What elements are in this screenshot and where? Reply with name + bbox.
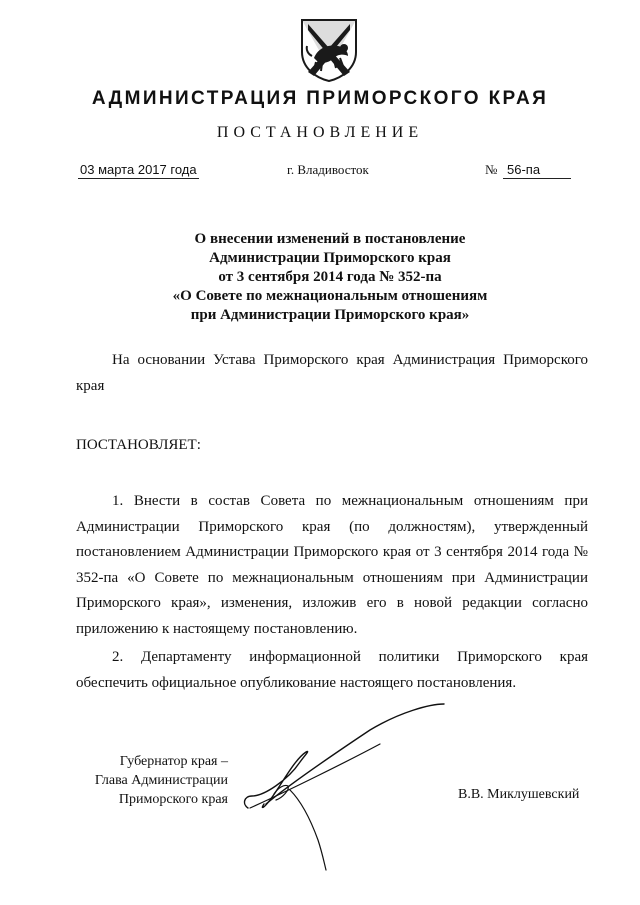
document-title	[100, 230, 560, 325]
item-2-paragraph	[76, 645, 588, 696]
item-1-text: 1. Внести в состав Совета по межнациональным отношениям при Администрации Приморского края (по должностям), утвержденный постановлением Администрации Приморского края от 3 сентября 2014 года № 352-па «О Совете по межнациональным отношениям при Администрации Приморского края», изменения, изложив его в новой редакции согласно приложению к настоящему постановлению.	[76, 493, 588, 637]
document-type: ПОСТАНОВЛЕНИЕ	[216, 124, 424, 141]
preamble-paragraph	[76, 348, 588, 399]
handwritten-signature	[230, 700, 460, 875]
document-date: 03 марта 2017 года	[80, 162, 197, 177]
signer-name: В.В. Миклушевский	[458, 787, 580, 802]
signer-position-line: Губернатор края –	[119, 754, 228, 769]
document-city: г. Владивосток	[287, 162, 369, 177]
signer-position	[70, 752, 228, 809]
preamble-text: На основании Устава Приморского края Администрация Приморского края	[76, 352, 588, 394]
title-line: О внесении изменений в постановление	[194, 231, 466, 247]
decree-word: ПОСТАНОВЛЯЕТ:	[76, 437, 201, 453]
item-1-paragraph	[76, 489, 588, 642]
signer-position-line: Приморского края	[118, 792, 228, 807]
signer-position-line: Глава Администрации	[94, 773, 228, 788]
document-number: 56-па	[503, 162, 571, 179]
title-line: от 3 сентября 2014 года № 352-па	[218, 269, 442, 285]
organization-name: АДМИНИСТРАЦИЯ ПРИМОРСКОГО КРАЯ	[91, 88, 549, 109]
title-line: при Администрации Приморского края»	[190, 307, 470, 323]
item-2-text: 2. Департаменту информационной политики Приморского края обеспечить официальное опубликование настоящего постановления.	[76, 649, 588, 691]
document-number-label: №	[485, 162, 498, 177]
title-line: Администрации Приморского края	[209, 250, 451, 266]
coat-of-arms-icon	[298, 18, 360, 82]
title-line: «О Совете по межнациональным отношениям	[172, 288, 488, 304]
